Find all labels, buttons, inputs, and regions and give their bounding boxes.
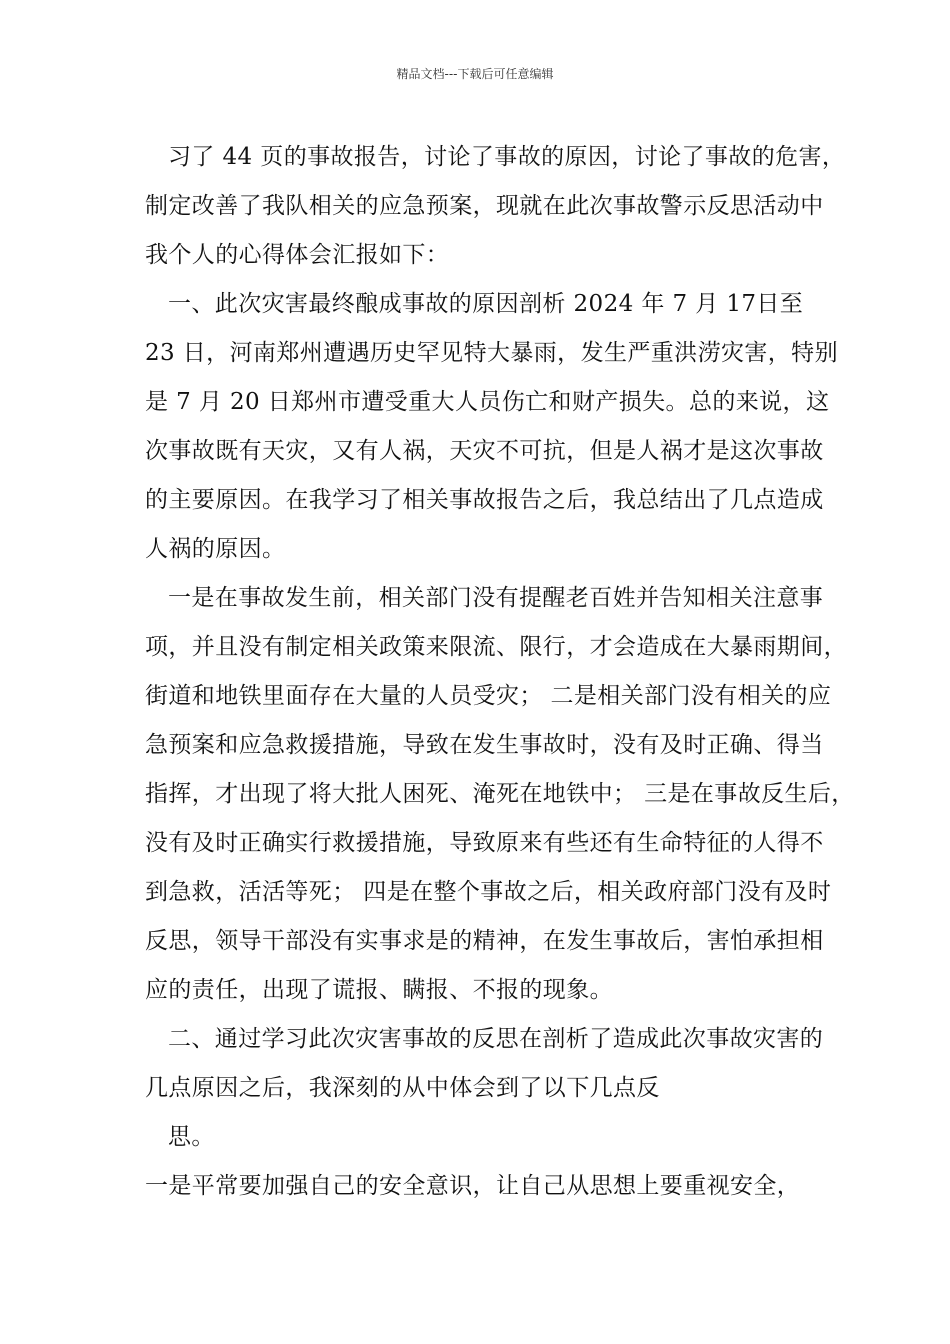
- text-line-7: 次事故既有天灾，又有人祸，天灾不可抗，但是人祸才是这次事故: [145, 438, 824, 464]
- text-line-14: 指挥，才出现了将大批人困死、淹死在地铁中； 三是在事故反生后，: [145, 781, 855, 807]
- text-line-8: 的主要原因。在我学习了相关事故报告之后，我总结出了几点造成: [145, 487, 824, 513]
- text-line-1: 习了 44 页的事故报告，讨论了事故的原因，讨论了事故的危害，: [168, 144, 846, 170]
- page-header: 精品文档---下载后可任意编辑: [396, 67, 554, 81]
- text-line-5: 23 日，河南郑州遭遇历史罕见特大暴雨，发生严重洪涝灾害，特别: [145, 340, 838, 366]
- text-line-12: 街道和地铁里面存在大量的人员受灾； 二是相关部门没有相关的应: [145, 683, 832, 709]
- text-line-16: 到急救，活活等死； 四是在整个事故之后，相关政府部门没有及时: [145, 879, 832, 905]
- text-line-9: 人祸的原因。: [145, 536, 286, 562]
- text-line-17: 反思，领导干部没有实事求是的精神，在发生事故后，害怕承担相: [145, 928, 824, 954]
- text-line-20: 几点原因之后，我深刻的从中体会到了以下几点反: [145, 1075, 660, 1101]
- document-body: [145, 133, 855, 1211]
- text-line-21: 思。: [168, 1124, 215, 1150]
- text-line-6: 是 7 月 20 日郑州市遭受重大人员伤亡和财产损失。总的来说，这: [145, 389, 830, 415]
- text-line-19: 二、通过学习此次灾害事故的反思在剖析了造成此次事故灾害的: [168, 1026, 824, 1052]
- text-line-13: 急预案和应急救援措施，导致在发生事故时，没有及时正确、得当: [145, 732, 824, 758]
- text-line-10: 一是在事故发生前，相关部门没有提醒老百姓并告知相关注意事: [168, 585, 824, 611]
- text-line-11: 项，并且没有制定相关政策来限流、限行，才会造成在大暴雨期间，: [145, 634, 847, 660]
- text-line-18: 应的责任，出现了谎报、瞒报、不报的现象。: [145, 977, 613, 1003]
- text-line-2: 制定改善了我队相关的应急预案，现就在此次事故警示反思活动中: [145, 193, 824, 219]
- text-line-15: 没有及时正确实行救援措施，导致原来有些还有生命特征的人得不: [145, 830, 824, 856]
- text-line-3: 我个人的心得体会汇报如下：: [145, 242, 450, 268]
- text-line-22: 一是平常要加强自己的安全意识，让自己从思想上要重视安全，: [145, 1173, 801, 1199]
- text-line-4: 一、此次灾害最终酿成事故的原因剖析 2024 年 7 月 17日至: [168, 291, 804, 317]
